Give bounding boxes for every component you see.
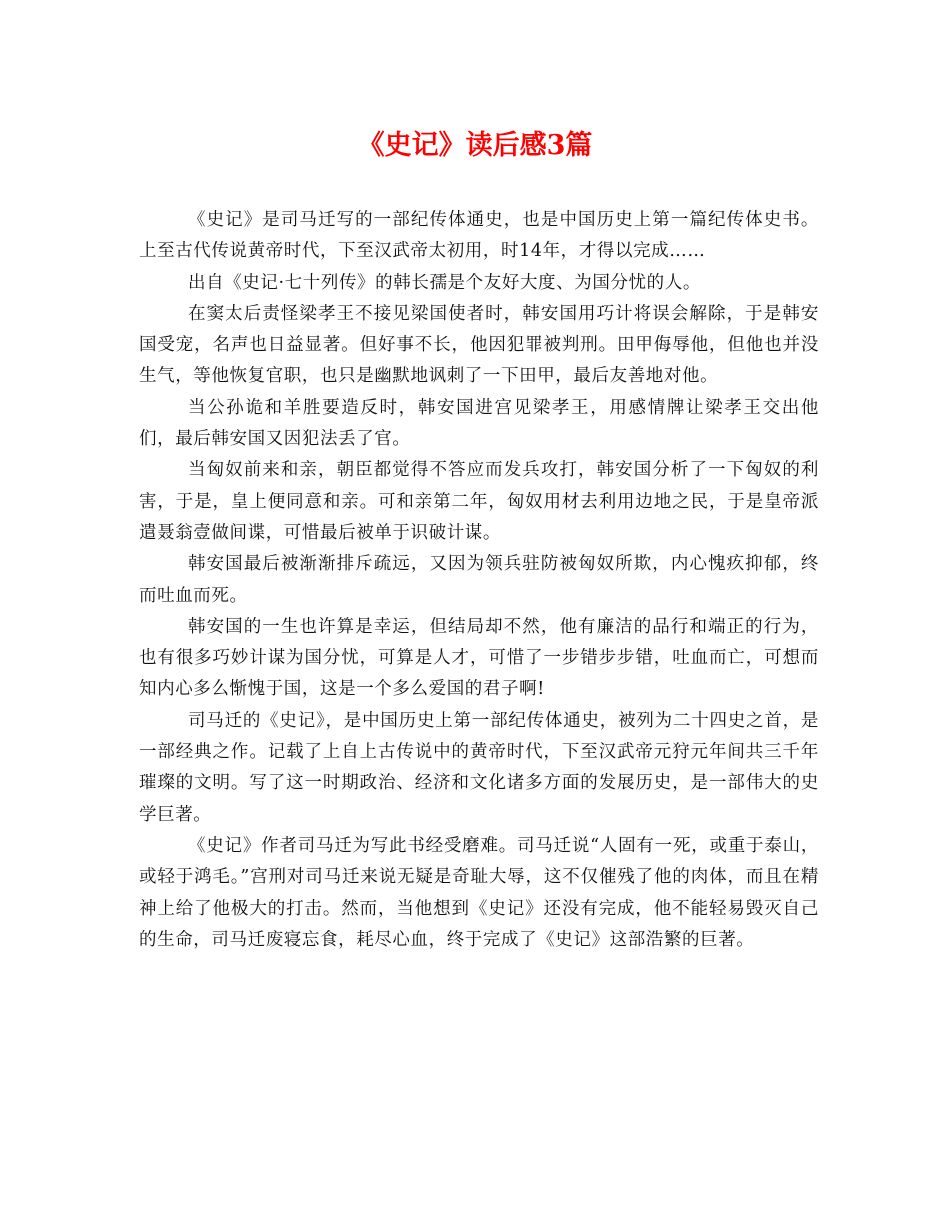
paragraph-1: 《史记》是司马迁写的一部纪传体通史，也是中国历史上第一篇纪传体史书。上至古代传说黄帝时代，下至汉武帝太初用，时14年，才得以完成…… [139, 210, 819, 262]
paragraph-5: 当匈奴前来和亲，朝臣都觉得不答应而发兵攻打，韩安国分析了一下匈奴的利害，于是，皇上便同意和亲。可和亲第二年，匈奴用材去利用边地之民，于是皇帝派遣聂翁壹做间谍，可惜最后被单于识破计谋。 [139, 460, 819, 543]
paragraph-4: 当公孙诡和羊胜要造反时，韩安国进宫见梁孝王，用感情牌让梁孝王交出他们，最后韩安国又因犯法丢了官。 [139, 397, 819, 450]
paragraph-8: 司马迁的《史记》，是中国历史上第一部纪传体通史，被列为二十四史之首，是一部经典之作。记载了上自上古传说中的黄帝时代，下至汉武帝元狩元年间共三千年璀璨的文明。写了这一时期政治、经济和文化诸多方面的发展历史，是一部伟大的史学巨著。 [139, 710, 819, 825]
paragraph-7: 韩安国的一生也许算是幸运，但结局却不然，他有廉洁的品行和端正的行为，也有很多巧妙计谋为国分忧，可算是人才，可惜了一步错步步错，吐血而亡，可想而知内心多么惭愧于国，这是一个多么爱国的君子啊! [139, 616, 819, 700]
document-body [139, 205, 819, 956]
paragraph-2: 出自《史记·七十列传》的韩长孺是个友好大度、为国分忧的人。 [188, 272, 701, 293]
paragraph-6: 韩安国最后被渐渐排斥疏远，又因为领兵驻防被匈奴所欺，内心愧疚抑郁，终而吐血而死。 [139, 554, 819, 606]
paragraph-3: 在窦太后责怪梁孝王不接见梁国使者时，韩安国用巧计将误会解除，于是韩安国受宠，名声也日益显著。但好事不长，他因犯罪被判刑。田甲侮辱他，但他也并没生气，等他恢复官职，也只是幽默地讽刺了一下田甲，最后友善地对他。 [139, 303, 819, 387]
paragraph-9: 《史记》作者司马迁为写此书经受磨难。司马迁说“人固有一死，或重于泰山，或轻于鸿毛。”宫刑对司马迁来说无疑是奇耻大辱，这不仅催残了他的肉体，而且在精神上给了他极大的打击。然而，当他想到《史记》还没有完成，他不能轻易毁灭自己的生命，司马迁废寝忘食，耗尽心血，终于完成了《史记》这部浩繁的巨著。 [139, 835, 819, 950]
page-title: 《史记》读后感3篇 [357, 130, 593, 161]
